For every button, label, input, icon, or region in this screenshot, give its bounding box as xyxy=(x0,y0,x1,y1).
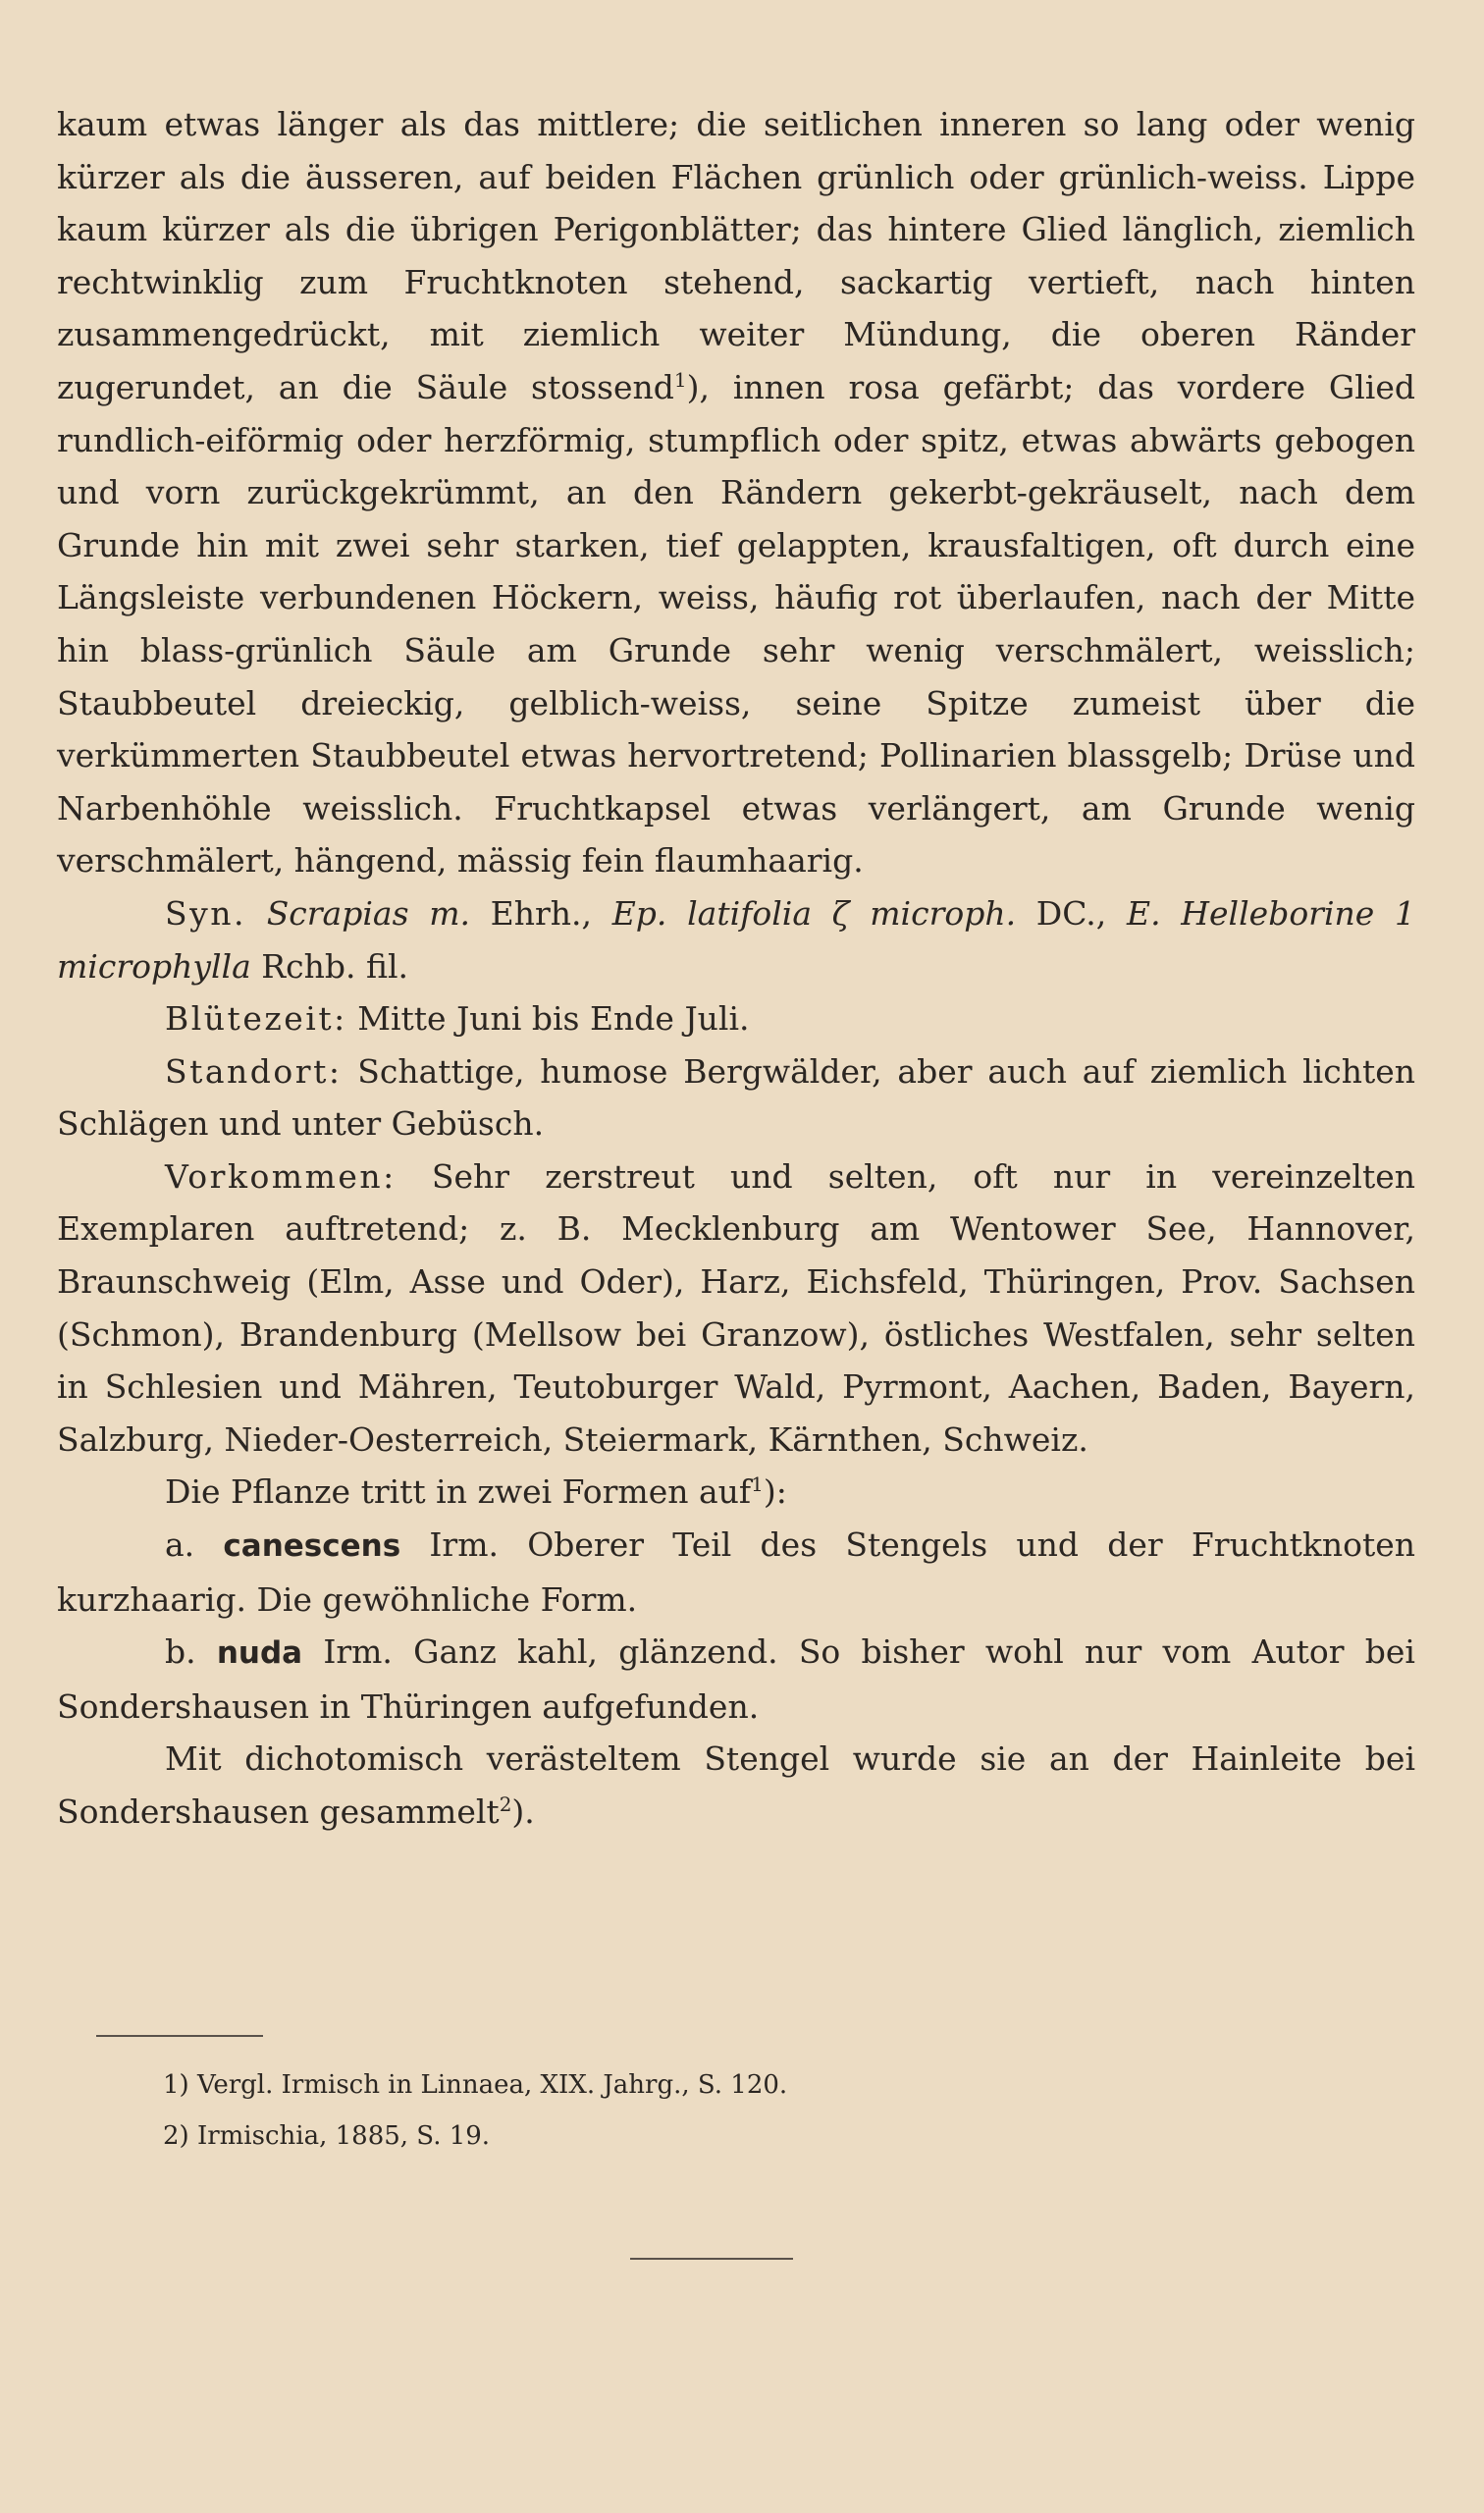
dichotomous-end: ). xyxy=(511,1792,535,1831)
occurrence-paragraph xyxy=(57,1150,1415,1467)
flowering-text: Mitte Juni bis Ende Juli. xyxy=(346,999,750,1039)
synonym-author-3: Rchb. fil. xyxy=(250,946,409,986)
synonym-scrapias: Scrapias m. xyxy=(266,893,470,933)
flowering-paragraph xyxy=(57,992,1415,1045)
forms-intro-text: Die Pflanze tritt in zwei Formen auf xyxy=(165,1472,752,1512)
occurrence-label: Vorkommen: xyxy=(165,1156,397,1196)
dichotomous-paragraph xyxy=(57,1733,1415,1838)
footnotes xyxy=(163,2059,787,2162)
form-b-text: Irm. Ganz kahl, glänzend. So bisher wohl nur vom Autor bei Sondershausen in Thüringen aufgefunden. xyxy=(57,1632,1415,1726)
form-a-paragraph xyxy=(57,1519,1415,1626)
footnote-1: 1) Vergl. Irmisch in Linnaea, XIX. Jahrg., S. 120. xyxy=(163,2070,788,2100)
occurrence-text: Sehr zerstreut und selten, oft nur in vereinzelten Exemplaren auftretend; z. B. Mecklenburg am Wentower See, Hannover, Braunschweig (Elm, Asse und Oder), Harz, Eichsfeld, Thüringen, Prov. Sachsen (Schmon), Brandenburg (Mellsow bei Granzow), östliches Westfalen, sehr selten in Schlesien und Mähren, Teutoburger Wald, Pyrmont, Aachen, Baden, Bayern, Salzburg, Nieder-Oesterreich, Steiermark, Kärnthen, Schweiz. xyxy=(57,1156,1415,1459)
synonyms-paragraph xyxy=(57,887,1415,992)
habitat-text: Schattige, humose Bergwälder, aber auch auf ziemlich lichten Schlägen und unter Gebüsch. xyxy=(57,1051,1415,1144)
habitat-paragraph xyxy=(57,1045,1415,1150)
footnote-separator xyxy=(96,2035,263,2037)
footnote-ref-2: 2 xyxy=(499,1792,512,1816)
description-paragraph xyxy=(57,98,1415,887)
form-a-prefix: a. xyxy=(165,1525,224,1565)
synonym-helleborine: E. Helleborine 1 microphylla xyxy=(57,893,1415,986)
synonym-author-1: Ehrh., xyxy=(469,893,612,933)
habitat-label: Standort: xyxy=(165,1051,343,1091)
page-body xyxy=(57,98,1415,1839)
description-text-2: ), innen rosa gefärbt; das vordere Glied rundlich-eiförmig oder herzförmig, stumpflich oder spitz, etwas abwärts gebogen und vorn zurückgekrümmt, an den Rändern gekerbt-gekräuselt, nach dem Grunde hin mit zwei sehr starken, tief gelappten, krausfaltigen, oft durch eine Längsleiste verbundenen Höckern, weiss, häufig rot überlaufen, nach der Mitte hin blass-grünlich Säule am Grunde sehr wenig verschmälert, weisslich; Staubbeutel dreieckig, gelblich-weiss, seine Spitze zumeist über die verkümmerten Staubbeutel etwas hervortretend; Pollinarien blassgelb; Drüse und Narbenhöhle weisslich. Fruchtkapsel etwas verlängert, am Grunde wenig verschmälert, hängend, mässig fein flaumhaarig. xyxy=(57,367,1415,881)
footnote-ref-1: 1 xyxy=(673,367,687,392)
form-a-text: Irm. Oberer Teil des Stengels und der Fruchtknoten kurzhaarig. Die gewöhnliche Form. xyxy=(57,1525,1415,1619)
form-b-prefix: b. xyxy=(165,1632,217,1672)
footnote-ref-1b: 1 xyxy=(751,1472,764,1497)
description-text-1: kaum etwas länger als das mittlere; die seitlichen inneren so lang oder wenig kürzer als die äusseren, auf beiden Flächen grünlich oder grünlich-weiss. Lippe kaum kürzer als die übrigen Perigonblätter; das hintere Glied länglich, ziemlich rechtwinklig zum Fruchtknoten stehend, sackartig vertieft, nach hinten zusammengedrückt, mit ziemlich weiter Mündung, die oberen Ränder zugerundet, an die Säule stossend xyxy=(57,105,1415,406)
dichotomous-text: Mit dichotomisch verästeltem Stengel wurde sie an der Hainleite bei Sondershausen gesammelt xyxy=(57,1739,1415,1831)
forms-intro-end: ): xyxy=(763,1472,787,1512)
flowering-label: Blütezeit: xyxy=(165,999,347,1039)
synonyms-label: Syn. xyxy=(165,893,246,933)
footnote-2: 2) Irmischia, 1885, S. 19. xyxy=(163,2121,491,2151)
form-a-name: canescens xyxy=(223,1528,401,1565)
synonym-author-2: DC., xyxy=(1016,893,1127,933)
forms-intro-paragraph xyxy=(57,1466,1415,1519)
synonym-latifolia: Ep. latifolia ζ microph. xyxy=(611,893,1017,933)
end-separator xyxy=(630,2258,793,2260)
form-b-paragraph xyxy=(57,1626,1415,1733)
form-b-name: nuda xyxy=(216,1635,303,1672)
